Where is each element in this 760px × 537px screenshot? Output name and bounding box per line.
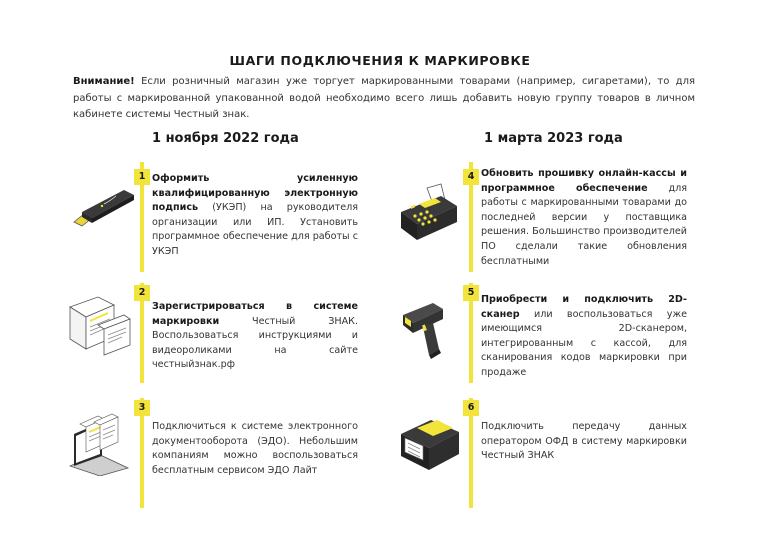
barcode-scanner-icon — [397, 297, 457, 363]
step-4 — [397, 162, 737, 272]
step-bold-text: Оформить усиленную квалифицированную электронную подпись — [152, 173, 358, 214]
step-rest-text: Честный ЗНАК. Воспользоваться инструкциями и видеороликами на сайте честныйзнак.рф — [152, 315, 358, 371]
step-5 — [397, 283, 737, 383]
step-rest-text: Подключить передачу данных оператором ОФД в систему маркировки Честный ЗНАК — [481, 421, 687, 462]
notice-body: Если розничный магазин уже торгует маркированными товарами (например, сигаретами), то для работы с маркированной упакованной водой необходимо всего лишь добавить новую группу товаров в личном кабинете системы Честный знак. — [73, 76, 695, 120]
step-6 — [397, 398, 737, 508]
receipt-printer-icon — [397, 410, 463, 476]
step-number-badge: 6 — [463, 400, 479, 416]
pos-terminal-icon — [397, 182, 463, 248]
step-text — [152, 172, 358, 260]
step-text — [152, 420, 358, 478]
step-number-badge: 3 — [134, 400, 150, 416]
step-bold-text: Приобрести и подключить 2D-сканер — [481, 294, 687, 320]
step-1 — [68, 162, 408, 272]
column-heading-left: 1 ноября 2022 года — [152, 131, 299, 146]
step-number-badge: 4 — [463, 169, 479, 185]
step-rest-text: для работы с маркированными товарами до последней версии у поставщика решения. Большинство производителей ПО сделали такие обновления бесплатными — [481, 182, 687, 267]
notice-lead: Внимание! — [73, 76, 135, 87]
step-number-badge: 2 — [134, 285, 150, 301]
laptop-documents-icon — [68, 410, 132, 480]
step-text — [481, 293, 687, 381]
usb-token-icon — [68, 182, 140, 242]
step-rest-text: (УКЭП) на руководителя организации или ИП. Установить программное обеспечение для работы с УКЭП — [152, 202, 358, 257]
step-text — [152, 300, 358, 373]
step-3 — [68, 398, 408, 508]
page-title: ШАГИ ПОДКЛЮЧЕНИЯ К МАРКИРОВКЕ — [229, 53, 531, 68]
step-rest-text: или воспользоваться уже имеющимся 2D-сканером, интегрированным с кассой, для сканирования кодов маркировки при продаже — [481, 308, 687, 378]
step-number-badge: 1 — [134, 169, 150, 185]
step-2 — [68, 283, 408, 383]
notice-paragraph — [73, 74, 695, 124]
step-bold-text: Обновить прошивку онлайн-кассы и программное обеспечение — [481, 168, 687, 194]
step-number-badge: 5 — [463, 285, 479, 301]
column-heading-right: 1 марта 2023 года — [484, 131, 623, 146]
step-rest-text: Подключиться к системе электронного документооборота (ЭДО). Небольшим компаниям можно воспользоваться бесплатным сервисом ЭДО Лайт — [152, 421, 358, 476]
step-bold-text: Зарегистрироваться в системе маркировки — [152, 301, 358, 327]
website-pages-icon — [68, 295, 132, 363]
step-text — [481, 420, 687, 464]
step-text — [481, 167, 687, 269]
